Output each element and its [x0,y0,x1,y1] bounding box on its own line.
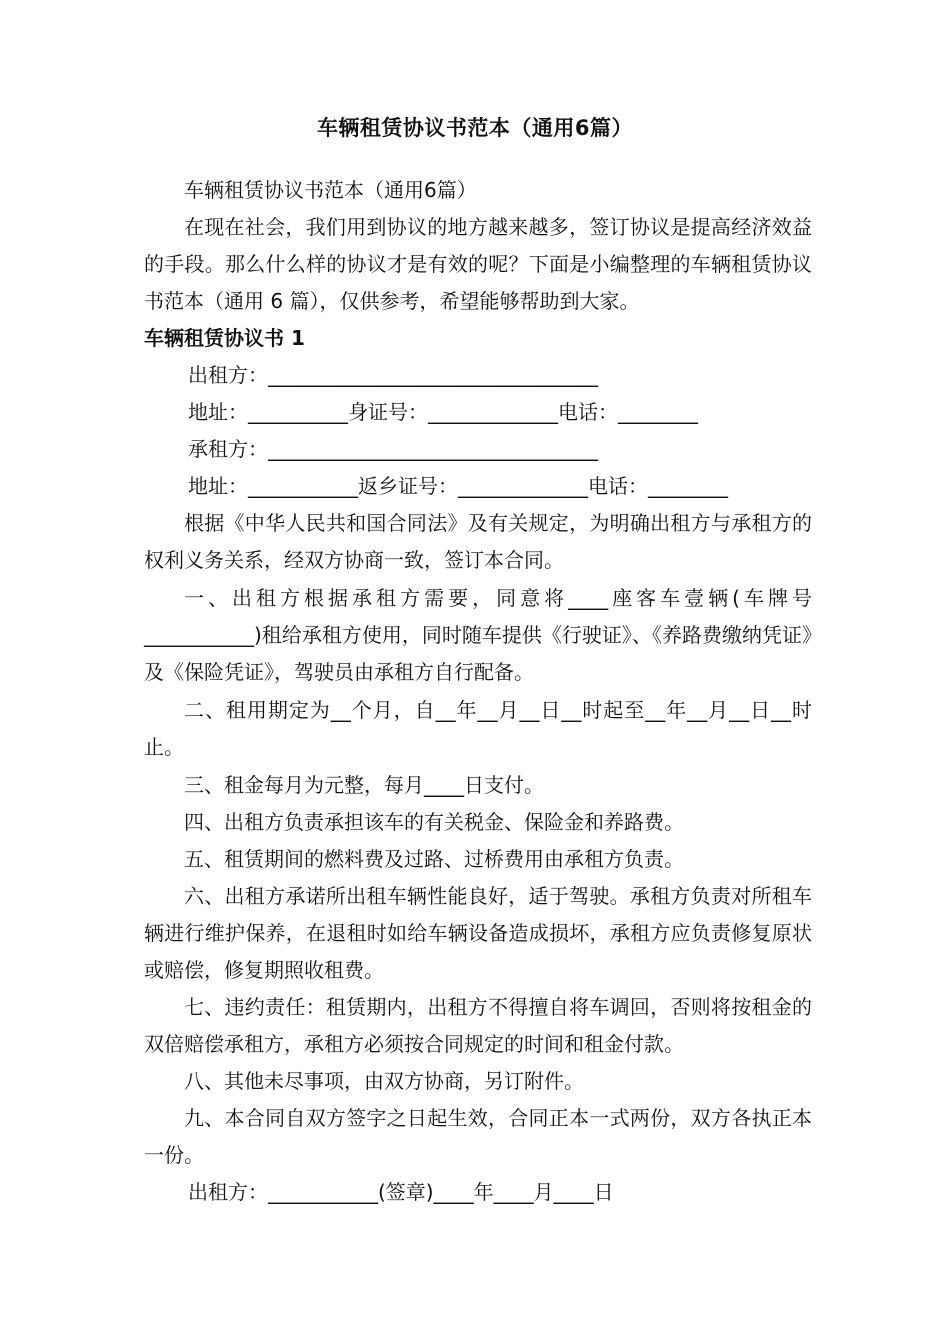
clause-paragraph: 六、出租方承诺所出租车辆性能良好，适于驾驶。承租方负责对所租车辆进行维护保养，在退租时如给车辆设备造成损坏，承租方应负责修复原状或赔偿，修复期照收租费。 [144,884,812,982]
section-heading: 车辆租赁协议书 1 [144,326,305,350]
intro-paragraph: 在现在社会，我们用到协议的地方越来越多，签订协议是提高经济效益的手段。那么什么样的协议才是有效的呢？下面是小编整理的车辆租赁协议书范本（通用 6 篇），仅供参考，希望能够帮助到大家。 [144,215,812,313]
clause-paragraph: 二、租用期定为__个月，自__年__月__日__时起至__年__月__日__时止。 [144,698,812,759]
clause-paragraph: 一、出租方根据承租方需要，同意将____座客车壹辆(车牌号___________)租给承租方使用，同时随车提供《行驶证》、《养路费缴纳凭证》及《保险凭证》，驾驶员由承租方自行配备。 [144,586,812,684]
lessor-field: 出租方：_________________________________ [188,363,598,387]
clause-paragraph: 五、租赁期间的燃料费及过路、过桥费用由承租方负责。 [184,847,684,871]
document-subtitle: 车辆租赁协议书范本（通用6篇） [184,178,477,202]
lessor-info-field: 地址：__________身证号：_____________电话：________ [188,400,698,424]
document-title: 车辆租赁协议书范本（通用6篇） [316,116,634,140]
clause-paragraph: 八、其他未尽事项，由双方协商，另订附件。 [184,1069,584,1093]
signature-field: 出租方：___________(签章)____年____月____日 [188,1180,614,1204]
clause-paragraph: 三、租金每月为元整，每月____日支付。 [184,773,544,797]
lessee-field: 承租方：_________________________________ [188,437,598,461]
preamble-paragraph: 根据《中华人民共和国合同法》及有关规定，为明确出租方与承租方的权利义务关系，经双方协商一致，签订本合同。 [144,511,812,572]
clause-paragraph: 四、出租方负责承担该车的有关税金、保险金和养路费。 [184,810,684,834]
document-body [144,172,812,1211]
clause-paragraph: 七、违约责任：租赁期内，出租方不得擅自将车调回，否则将按租金的双倍赔偿承租方，承租方必须按合同规定的时间和租金付款。 [144,995,812,1056]
lessee-info-field: 地址：___________返乡证号：_____________电话：________ [188,474,728,498]
clause-paragraph: 九、本合同自双方签字之日起生效，合同正本一式两份，双方各执正本一份。 [144,1106,812,1167]
